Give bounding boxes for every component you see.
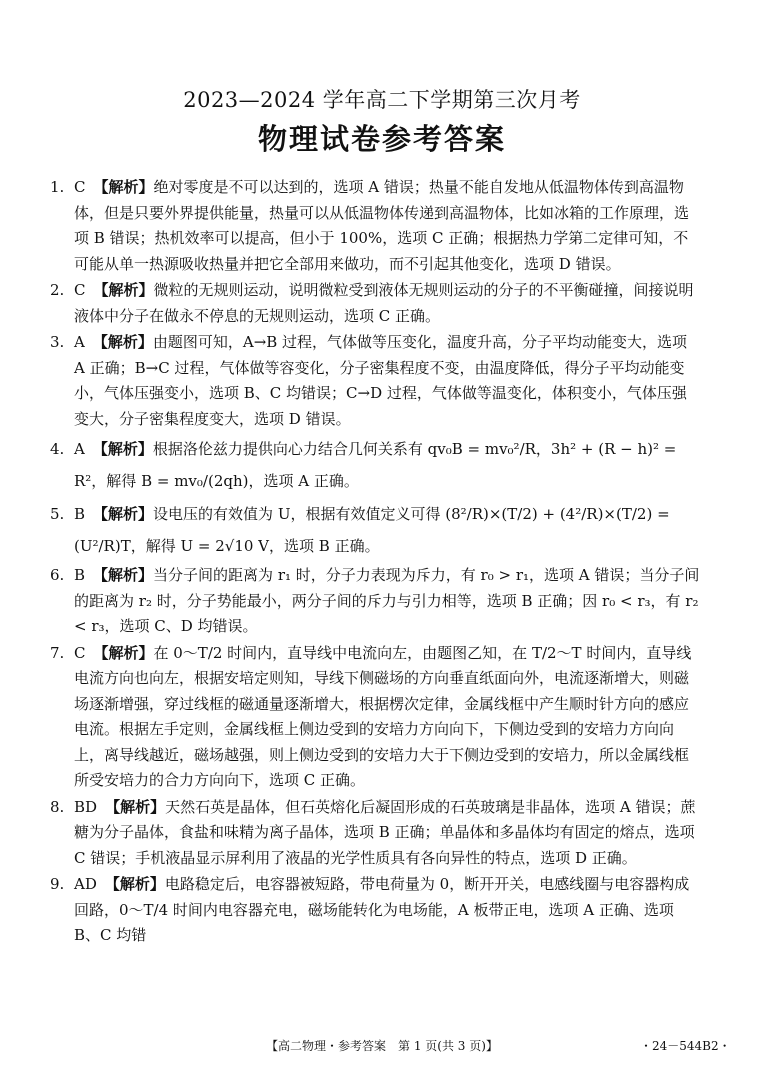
analysis-text: 由题图可知，A→B 过程，气体做等压变化，温度升高，分子平均动能变大，选项 A 正确；B→C 过程，气体做等容变化，分子密集程度不变，由温度降低，得分子平均动能变小，气体压强变小，选项 B、C 均错误；C→D 过程，气体做等温变化，体积变小，气体压强变大，分子密集程度变大，选项 D 错误。 xyxy=(74,333,688,428)
answer-item-6 xyxy=(50,563,700,640)
page-title-line2: 物理试卷参考答案 xyxy=(257,122,506,156)
analysis-tag: 【解析】 xyxy=(93,178,154,196)
answer-list xyxy=(50,175,700,950)
analysis-tag: 【解析】 xyxy=(92,440,153,458)
answer-item-3 xyxy=(50,330,700,432)
analysis-text: 天然石英是晶体，但石英熔化后凝固形成的石英玻璃是非晶体，选项 A 错误；蔗糖为分子晶体，食盐和味精为离子晶体，选项 B 正确；单晶体和多晶体均有固定的熔点，选项 C 错误；手机液晶显示屏利用了液晶的光学性质具有各向异性的特点，选项 D 正确。 xyxy=(74,797,696,867)
analysis-text: 在 0～T/2 时间内，直导线中电流向左，由题图乙知，在 T/2～T 时间内，直导线电流方向也向左，根据安培定则知，导线下侧磁场的方向垂直纸面向外，电流逐渐增大，则磁场逐渐增强，穿过线框的磁通量逐渐增大，根据楞次定律，金属线框中产生顺时针方向的感应电流。根据左手定则，金属线框上侧边受到的安培力方向向下，下侧边受到的安培力方向向上，离导线越近，磁场越强，则上侧边受到的安培力大于下侧边受到的安培力，所以金属线框所受安培力的合力方向向下，选项 C 正确。 xyxy=(74,643,692,789)
analysis-tag: 【解析】 xyxy=(104,875,165,893)
item-number: 2. xyxy=(50,281,65,299)
footer-code: ・24－544B2・ xyxy=(640,1039,731,1053)
analysis-text: 根据洛伦兹力提供向心力结合几何关系有 qv₀B = mv₀²/R，3h² + (R − h)² = R²，解得 B = mv₀/(2qh)，选项 A 正确。 xyxy=(74,440,677,490)
analysis-text: 微粒的无规则运动，说明微粒受到液体无规则运动的分子的不平衡碰撞，间接说明液体中分子在做永不停息的无规则运动，选项 C 正确。 xyxy=(74,281,694,325)
answer-item-7 xyxy=(50,641,700,794)
analysis-tag: 【解析】 xyxy=(93,505,154,523)
item-number: 4. xyxy=(50,440,65,458)
item-number: 9. xyxy=(50,875,65,893)
answer-item-4 xyxy=(50,433,700,497)
item-number: 8. xyxy=(50,797,65,816)
analysis-text: 电路稳定后，电容器被短路，带电荷量为 0，断开开关，电感线圈与电容器构成回路，0～T/4 时间内电容器充电，磁场能转化为电场能，A 板带正电，选项 A 正确、选项 B、C 均错 xyxy=(74,875,690,944)
answer-item-1 xyxy=(50,175,700,277)
footer-page-info: 【高二物理・参考答案 第 1 页(共 3 页)】 xyxy=(266,1039,498,1053)
answer-item-9 xyxy=(50,872,700,949)
analysis-tag: 【解析】 xyxy=(93,566,154,584)
item-number: 1. xyxy=(50,178,65,196)
item-number: 7. xyxy=(50,643,65,662)
item-number: 5. xyxy=(50,505,65,523)
item-answer: C xyxy=(74,643,86,662)
item-number: 3. xyxy=(50,333,65,351)
item-answer: B xyxy=(74,505,86,523)
item-answer: C xyxy=(74,178,86,196)
analysis-text: 绝对零度是不可以达到的，选项 A 错误；热量不能自发地从低温物体传到高温物体，但是只要外界提供能量，热量可以从低温物体传递到高温物体，比如冰箱的工作原理，选项 B 错误；热机效率可以提高，但小于 100%，选项 C 正确；根据热力学第二定律可知，不可能从单一热源吸收热量并把它全部用来做功，而不引起其他变化，选项 D 错误。 xyxy=(74,178,690,273)
analysis-tag: 【解析】 xyxy=(93,643,154,662)
answer-item-2 xyxy=(50,278,700,329)
analysis-tag: 【解析】 xyxy=(92,333,153,351)
analysis-tag: 【解析】 xyxy=(105,797,166,816)
item-number: 6. xyxy=(50,566,65,584)
analysis-text: 设电压的有效值为 U，根据有效值定义可得 (8²/R)×(T/2) + (4²/R)×(T/2) = (U²/R)T，解得 U = 2√10 V，选项 B 正确。 xyxy=(74,505,670,555)
item-answer: BD xyxy=(74,797,98,816)
item-answer: C xyxy=(74,281,86,299)
answer-item-8 xyxy=(50,795,700,872)
item-answer: A xyxy=(74,440,85,458)
page-title-line1: 2023—2024 学年高二下学期第三次月考 xyxy=(183,88,581,112)
answer-item-5 xyxy=(50,498,700,562)
analysis-text: 当分子间的距离为 r₁ 时，分子力表现为斥力，有 r₀ > r₁，选项 A 错误；当分子间的距离为 r₂ 时，分子势能最小，两分子间的斥力与引力相等，选项 B 正确；因 r₀ < r₃，有 r₂ < r₃，选项 C、D 均错误。 xyxy=(74,566,700,635)
item-answer: A xyxy=(74,333,85,351)
item-answer: B xyxy=(74,566,86,584)
item-answer: AD xyxy=(74,875,97,893)
analysis-tag: 【解析】 xyxy=(93,281,154,299)
